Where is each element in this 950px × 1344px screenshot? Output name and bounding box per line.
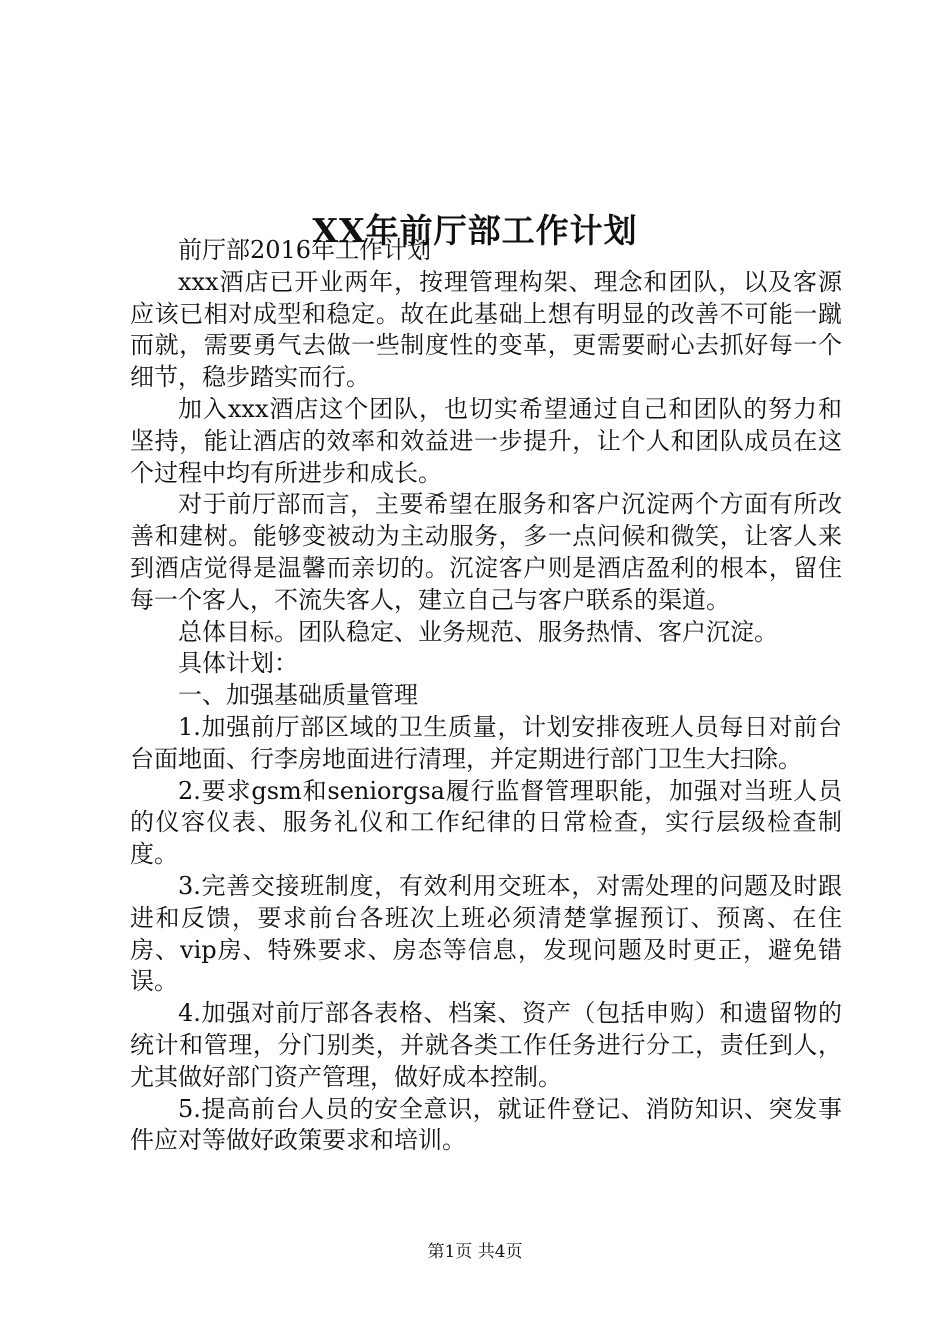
list-item: 4.加强对前厅部各表格、档案、资产（包括申购）和遗留物的统计和管理，分门别类，并就各类工作任务进行分工，责任到人，尤其做好部门资产管理，做好成本控制。 — [130, 999, 842, 1091]
list-item: 5.提高前台人员的安全意识，就证件登记、消防知识、突发事件应对等做好政策要求和培训。 — [130, 1094, 842, 1155]
list-item: 1.加强前厅部区域的卫生质量，计划安排夜班人员每日对前台台面地面、行李房地面进行清理，并定期进行部门卫生大扫除。 — [130, 712, 842, 773]
paragraph: 对于前厅部而言，主要希望在服务和客户沉淀两个方面有所改善和建树。能够变被动为主动服务，多一点问候和微笑，让客人来到酒店觉得是温馨而亲切的。沉淀客户则是酒店盈利的根本，留住每一个客人，不流失客人，建立自己与客户联系的渠道。 — [130, 490, 842, 614]
paragraph-plan-heading: 具体计划： — [178, 649, 298, 678]
paragraph: xxx酒店已开业两年，按理管理构架、理念和团队，以及客源应该已相对成型和稳定。故在此基础上想有明显的改善不可能一蹴而就，需要勇气去做一些制度性的变革，更需要耐心去抓好每一个细节，稳步踏实而行。 — [130, 267, 842, 392]
document-body — [130, 235, 842, 1157]
paragraph-subtitle: 前厅部2016年工作计划 — [178, 236, 432, 264]
section-heading: 一、加强基础质量管理 — [178, 681, 418, 710]
document-title: XX年前厅部工作计划 — [312, 211, 638, 251]
list-item: 2.要求gsm和seniorgsa履行监督管理职能，加强对当班人员的仪容仪表、服务礼仪和工作纪律的日常检查，实行层级检查制度。 — [130, 776, 842, 869]
paragraph-overall-goal: 总体目标。团队稳定、业务规范、服务热情、客户沉淀。 — [178, 617, 778, 646]
list-item: 3.完善交接班制度，有效利用交班本，对需处理的问题及时跟进和反馈，要求前台各班次上班必须清楚掌握预订、预离、在住房、vip房、特殊要求、房态等信息，发现问题及时更正，避免错误。 — [130, 871, 842, 996]
paragraph: 加入xxx酒店这个团队，也切实希望通过自己和团队的努力和坚持，能让酒店的效率和效益进一步提升，让个人和团队成员在这个过程中均有所进步和成长。 — [130, 394, 842, 487]
page-number-footer: 第1页 共4页 — [427, 1242, 523, 1262]
